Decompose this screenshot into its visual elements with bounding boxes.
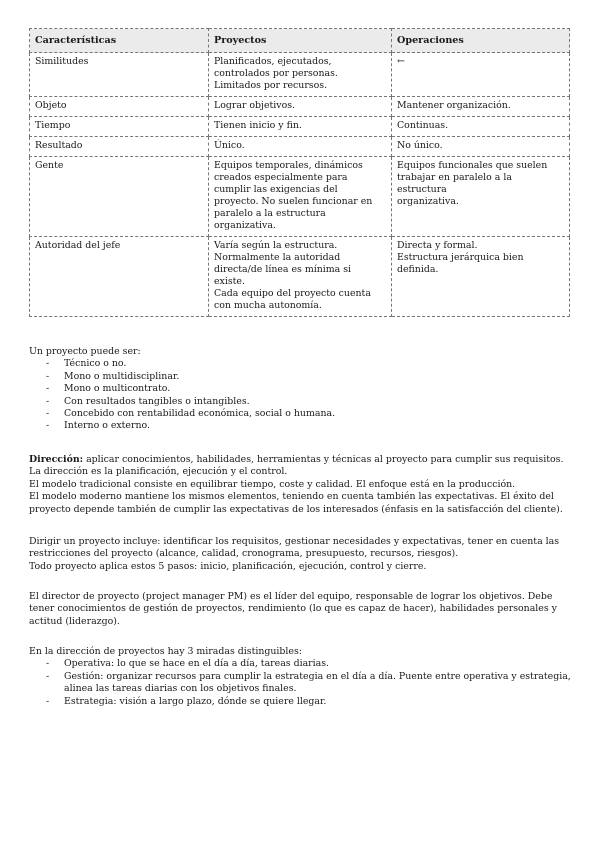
tipos-item: - Técnico o no. <box>29 358 575 370</box>
miradas-intro: En la dirección de proyectos hay 3 miradas distinguibles: <box>29 646 302 657</box>
tipos-item: - Interno o externo. <box>29 420 575 432</box>
miradas-line: alinea las tareas diarias con los objetivos finales. <box>64 683 297 695</box>
dirigir-line: restricciones del proyecto (alcance, calidad, cronograma, presupuesto, recursos, riesgos). <box>29 548 459 560</box>
header-caracteristicas: Características <box>30 29 209 53</box>
direccion-line: El modelo moderno mantiene los mismos elementos, teniendo en cuenta también las expectativas. El éxito del <box>29 491 554 503</box>
tipos-item: - Mono o multidisciplinar. <box>29 371 575 383</box>
director-line: tener conocimientos de gestión de proyectos, rendimiento (lo que es capaz de hacer), habilidades personales y <box>29 603 557 615</box>
row-proyectos <box>209 157 392 237</box>
row-operaciones <box>392 97 570 117</box>
row-characteristic: Tiempo <box>30 117 209 137</box>
row-operaciones <box>392 137 570 157</box>
cell-line: organizativa. <box>214 220 276 231</box>
cell-line: con mucha autonomía. <box>214 300 322 311</box>
cell-line: creados especialmente para <box>214 172 348 183</box>
row-characteristic: Objeto <box>30 97 209 117</box>
row-proyectos <box>209 137 392 157</box>
cell-line: Equipos funcionales que suelen <box>397 160 548 171</box>
row-proyectos <box>209 117 392 137</box>
tipos-section <box>29 346 575 433</box>
cell-line: existe. <box>214 276 245 287</box>
miradas-item <box>29 671 575 696</box>
direccion-section <box>29 454 575 516</box>
table-row <box>30 137 570 157</box>
cell-line: definida. <box>397 264 439 275</box>
header-proyectos: Proyectos <box>209 29 392 53</box>
direccion-definition <box>29 454 575 466</box>
cell-line: Planificados, ejecutados, <box>214 56 332 67</box>
cell-line: controlados por personas. <box>214 68 338 79</box>
table-row <box>30 237 570 317</box>
row-operaciones <box>392 53 570 97</box>
direccion-line: La dirección es la planificación, ejecución y el control. <box>29 466 288 478</box>
cell-line: Lograr objetivos. <box>214 100 296 111</box>
cell-line: cumplir las exigencias del <box>214 184 338 195</box>
direccion-def: aplicar conocimientos, habilidades, herramientas y técnicas al proyecto para cumplir sus requisitos. <box>83 454 564 465</box>
dirigir-lines <box>29 536 575 573</box>
row-operaciones <box>392 117 570 137</box>
table-body <box>30 53 570 317</box>
tipos-item: - Mono o multicontrato. <box>29 383 575 395</box>
dirigir-line: Todo proyecto aplica estos 5 pasos: inicio, planificación, ejecución, control y cierre. <box>29 560 427 572</box>
tipos-item: - Concebido con rentabilidad económica, social o humana. <box>29 408 575 420</box>
direccion-line: El modelo tradicional consiste en equilibrar tiempo, coste y calidad. El enfoque está en la producción. <box>29 478 516 490</box>
cell-line: Estructura jerárquica bien <box>397 252 524 263</box>
direccion-line: proyecto depende también de cumplir las expectativas de los interesados (énfasis en la satisfacción del cliente). <box>29 503 563 515</box>
cell-line: Único. <box>214 140 245 151</box>
row-proyectos <box>209 237 392 317</box>
table-row <box>30 117 570 137</box>
cell-line: Mantener organización. <box>397 100 511 111</box>
cell-line: ← <box>397 56 405 67</box>
direccion-lines <box>29 466 575 516</box>
cell-line: Directa y formal. <box>397 240 478 251</box>
table-row <box>30 97 570 117</box>
header-operaciones: Operaciones <box>392 29 570 53</box>
table-header-row <box>30 29 570 53</box>
director-section <box>29 591 575 628</box>
cell-line: Tienen inicio y fin. <box>214 120 302 131</box>
miradas-item <box>29 696 575 708</box>
table-row <box>30 157 570 237</box>
cell-line: Continuas. <box>397 120 449 131</box>
miradas-section <box>29 646 575 708</box>
dirigir-section <box>29 536 575 573</box>
table-row <box>30 53 570 97</box>
row-operaciones <box>392 237 570 317</box>
cell-line: No único. <box>397 140 443 151</box>
row-operaciones <box>392 157 570 237</box>
cell-line: Equipos temporales, dinámicos <box>214 160 363 171</box>
row-characteristic: Gente <box>30 157 209 237</box>
tipos-item: - Con resultados tangibles o intangibles. <box>29 396 575 408</box>
miradas-list <box>29 658 575 708</box>
row-characteristic: Similitudes <box>30 53 209 97</box>
cell-line: directa/de línea es mínima si <box>214 264 352 275</box>
cell-line: paralelo a la estructura <box>214 208 326 219</box>
cell-line: trabajar en paralelo a la estructura <box>397 172 512 195</box>
dirigir-line: Dirigir un proyecto incluye: identificar los requisitos, gestionar necesidades y expectativas, tener en cuenta las <box>29 536 560 547</box>
director-line: El director de proyecto (project manager PM) es el líder del equipo, responsable de lograr los objetivos. Debe <box>29 591 553 602</box>
miradas-line: - Operativa: lo que se hace en el día a día, tareas diarias. <box>64 658 330 670</box>
cell-line: Varía según la estructura. <box>214 240 338 251</box>
tipos-intro: Un proyecto puede ser: <box>29 346 141 357</box>
cell-line: organizativa. <box>397 196 459 207</box>
row-characteristic: Resultado <box>30 137 209 157</box>
tipos-list <box>29 358 575 432</box>
cell-line: Normalmente la autoridad <box>214 252 341 263</box>
cell-line: Limitados por recursos. <box>214 80 328 91</box>
cell-line: Cada equipo del proyecto cuenta <box>214 288 371 299</box>
cell-line: proyecto. No suelen funcionar en <box>214 196 373 207</box>
row-proyectos <box>209 97 392 117</box>
miradas-item <box>29 658 575 670</box>
miradas-line: - Estrategia: visión a largo plazo, dónde se quiere llegar. <box>64 695 327 707</box>
director-line: actitud (liderazgo). <box>29 615 120 627</box>
direccion-term: Dirección: <box>29 454 84 465</box>
row-characteristic: Autoridad del jefe <box>30 237 209 317</box>
director-lines <box>29 591 575 628</box>
row-proyectos <box>209 53 392 97</box>
comparison-table <box>29 28 570 317</box>
miradas-line: - Gestión: organizar recursos para cumplir la estrategia en el día a día. Puente entre operativa y estrategia, <box>64 670 571 682</box>
